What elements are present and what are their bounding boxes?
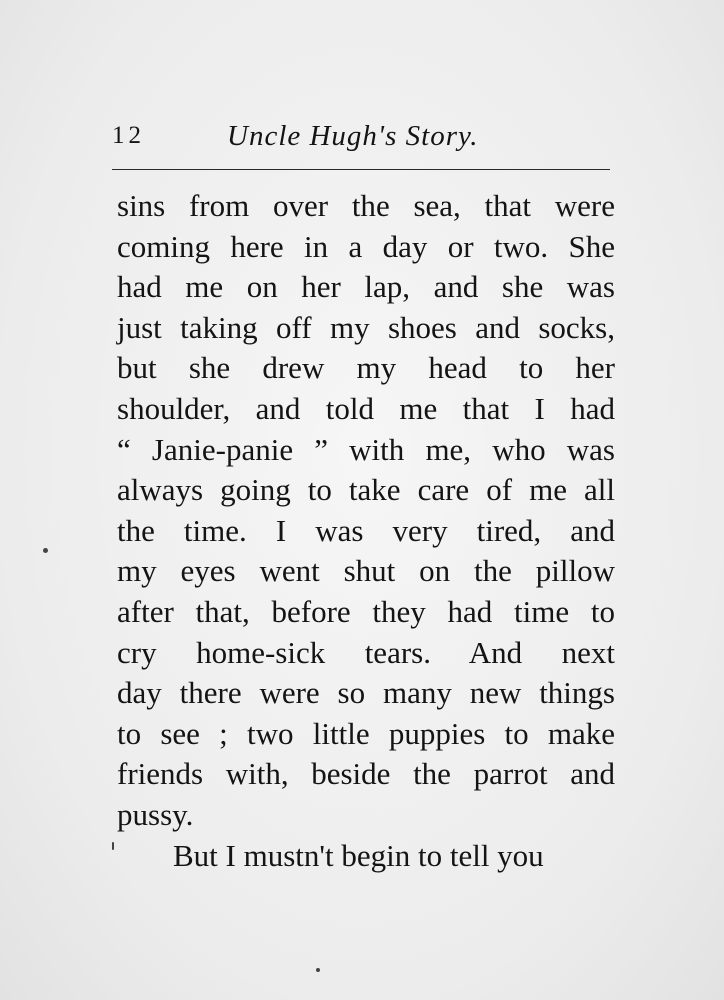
text-line: pussy. — [117, 796, 194, 832]
text-line: always going to take care of me all — [117, 472, 615, 508]
text-line: But I mustn't begin to tell you — [173, 837, 544, 873]
page-number: 12 — [112, 122, 145, 149]
body-text — [117, 186, 615, 876]
text-line: to see ; two little puppies to make — [117, 715, 615, 751]
text-line: just taking off my shoes and socks, — [117, 309, 615, 345]
text-line: “ Janie-panie ” with me, who was — [117, 431, 615, 467]
text-line: but she drew my head to her — [117, 350, 615, 386]
text-line: after that, before they had time to — [117, 593, 615, 629]
text-line: sins from over the sea, that were — [117, 188, 615, 223]
text-line: cry home-sick tears. And next — [117, 634, 615, 670]
running-title: Uncle Hugh's Story. — [227, 120, 479, 152]
text-line: the time. I was very tired, and — [117, 512, 615, 548]
text-line: day there were so many new things — [117, 675, 615, 711]
text-line: had me on her lap, and she was — [117, 269, 615, 305]
header-rule — [112, 169, 610, 170]
print-speck — [316, 968, 320, 972]
print-speck — [43, 548, 48, 553]
print-speck — [112, 842, 114, 850]
text-line: my eyes went shut on the pillow — [117, 553, 615, 589]
page-header — [112, 120, 610, 164]
text-line: coming here in a day or two. She — [117, 228, 615, 264]
text-line: friends with, beside the parrot and — [117, 756, 615, 792]
text-line: shoulder, and told me that I had — [117, 390, 615, 426]
